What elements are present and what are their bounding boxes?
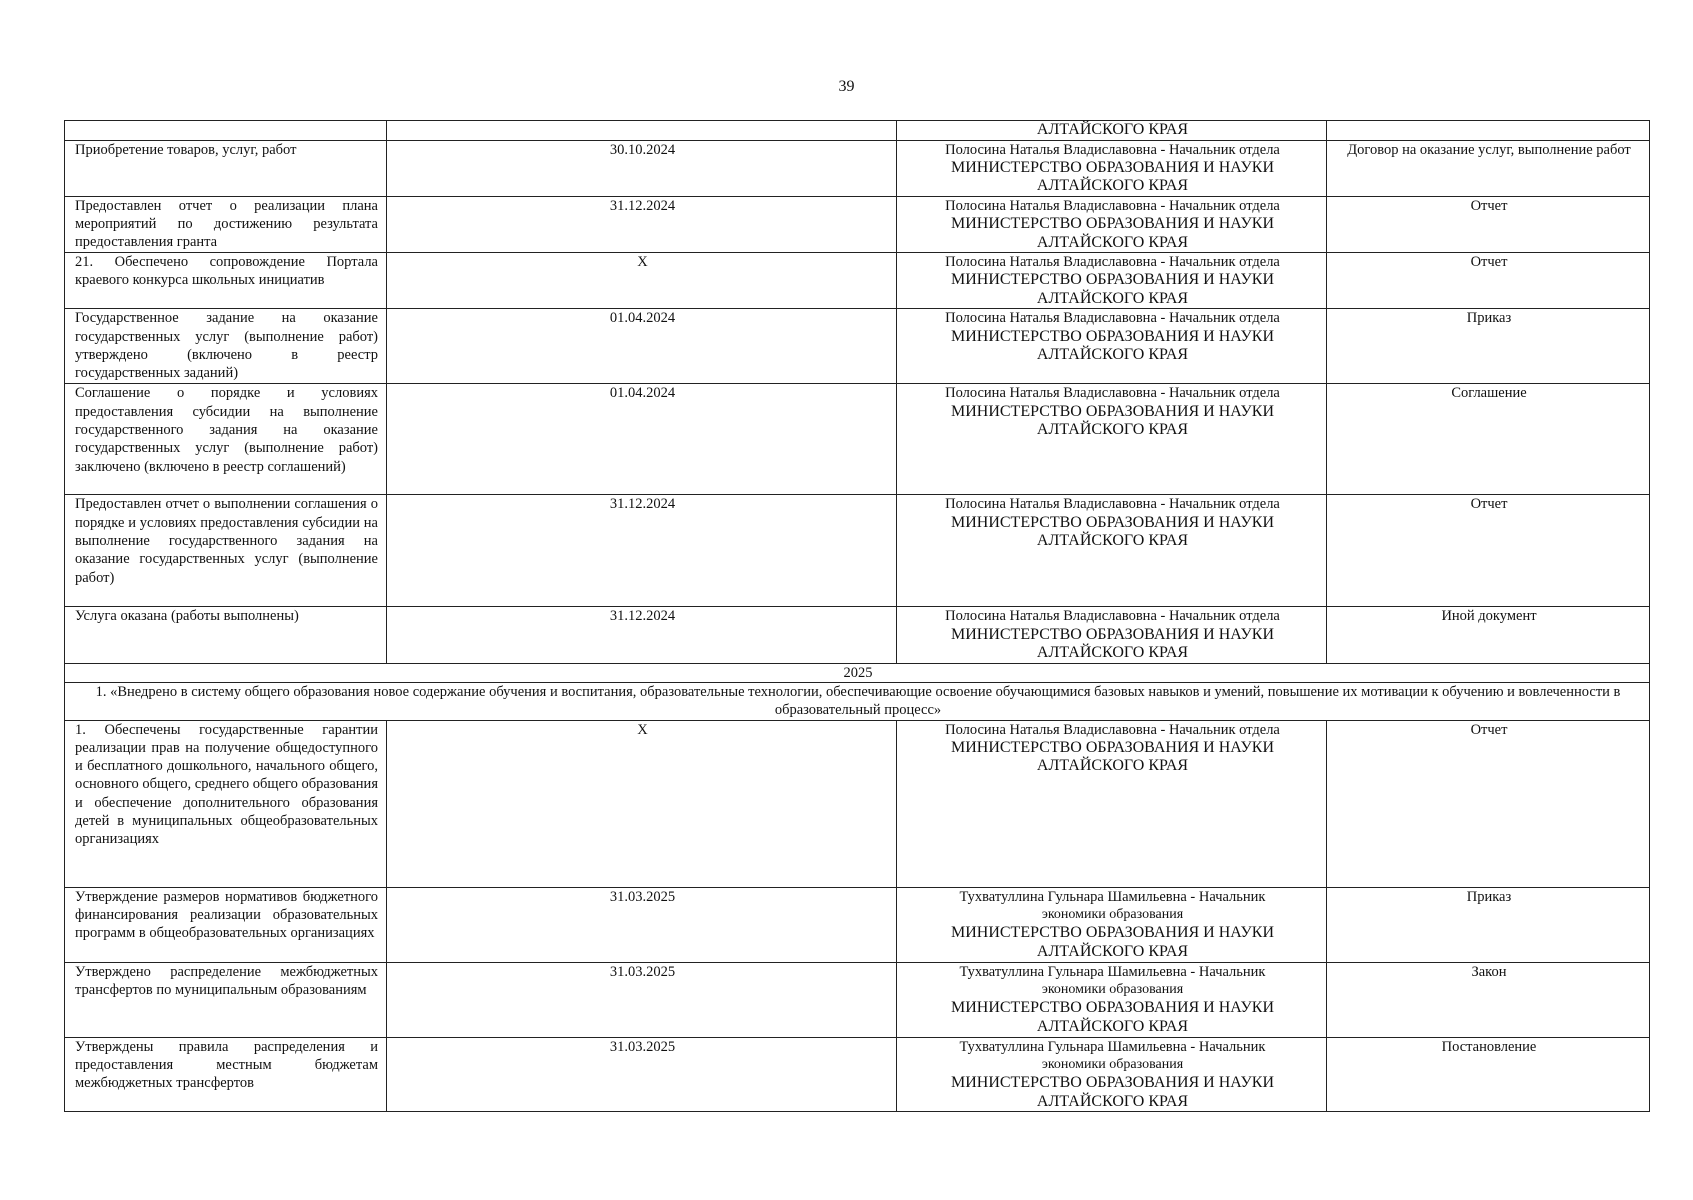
table-row [65, 887, 1650, 962]
year-label: 2025 [65, 663, 1650, 682]
event-cell: 1. Обеспечены государственные гарантии реализации прав на получение общедоступного и бесплатного дошкольного, начального общего, основного общего, среднего общего образования и обеспечение дополнительного образования детей в муниципальных общеобразовательных организациях [65, 720, 387, 887]
responsible-org-region: АЛТАЙСКОГО КРАЯ [1036, 532, 1189, 550]
responsible-cell [897, 196, 1327, 252]
responsible-cell [897, 887, 1327, 962]
date-cell: X [387, 253, 897, 309]
table-row [65, 196, 1650, 252]
event-cell: Утверждение размеров нормативов бюджетного финансирования реализации образовательных программ в общеобразовательных организациях [65, 887, 387, 962]
goal-row [65, 682, 1650, 720]
responsible-org: МИНИСТЕРСТВО ОБРАЗОВАНИЯ И НАУКИ [950, 158, 1274, 176]
date-cell: 31.03.2025 [387, 1037, 897, 1112]
document-type-cell: Отчет [1327, 495, 1650, 607]
document-type-cell: Договор на оказание услуг, выполнение работ [1327, 140, 1650, 196]
responsible-department: экономики образования [1041, 1056, 1184, 1072]
table-row [65, 962, 1650, 1037]
event-cell: Услуга оказана (работы выполнены) [65, 607, 387, 663]
responsible-org-region: АЛТАЙСКОГО КРАЯ [1036, 942, 1189, 960]
table-row [65, 720, 1650, 887]
responsible-org-region: АЛТАЙСКОГО КРАЯ [1036, 346, 1189, 364]
responsible-org-region: АЛТАЙСКОГО КРАЯ [1036, 1092, 1189, 1110]
date-cell: 01.04.2024 [387, 309, 897, 384]
date-cell: 31.12.2024 [387, 495, 897, 607]
responsible-org: МИНИСТЕРСТВО ОБРАЗОВАНИЯ И НАУКИ [950, 738, 1274, 756]
event-cell: Соглашение о порядке и условиях предоставления субсидии на выполнение государственного задания на оказание государственных услуг (выполнение работ) заключено (включено в реестр соглашений) [65, 384, 387, 495]
responsible-cell [897, 309, 1327, 384]
responsible-cell [897, 140, 1327, 196]
responsible-person: Тухватуллина Гульнара Шамильевна - Начальник [959, 888, 1266, 905]
event-cell: 21. Обеспечено сопровождение Портала краевого конкурса школьных инициатив [65, 253, 387, 309]
table-row [65, 384, 1650, 495]
responsible-person: Полосина Наталья Владиславовна - Начальник отдела [945, 254, 1280, 271]
event-cell: Приобретение товаров, услуг, работ [65, 140, 387, 196]
table-row [65, 253, 1650, 309]
responsible-person: Полосина Наталья Владиславовна - Начальник отдела [945, 496, 1280, 513]
document-type-cell: Отчет [1327, 253, 1650, 309]
table-row-continuation [65, 121, 1650, 141]
responsible-org: МИНИСТЕРСТВО ОБРАЗОВАНИЯ И НАУКИ [950, 215, 1274, 233]
responsible-org: МИНИСТЕРСТВО ОБРАЗОВАНИЯ И НАУКИ [950, 513, 1274, 531]
table-row [65, 309, 1650, 384]
date-cell: 30.10.2024 [387, 140, 897, 196]
responsible-cell [897, 253, 1327, 309]
document-type-cell: Соглашение [1327, 384, 1650, 495]
date-cell: X [387, 720, 897, 887]
event-cell: Предоставлен отчет о выполнении соглашения о порядке и условиях предоставления субсидии на выполнение государственного задания на оказание государственных услуг (выполнение работ) [65, 495, 387, 607]
responsible-org-region: АЛТАЙСКОГО КРАЯ [1036, 757, 1189, 775]
responsible-person: Полосина Наталья Владиславовна - Начальник отдела [945, 141, 1280, 158]
responsible-person: Тухватуллина Гульнара Шамильевна - Начальник [959, 963, 1266, 980]
responsible-org: МИНИСТЕРСТВО ОБРАЗОВАНИЯ И НАУКИ [950, 327, 1274, 345]
responsible-org-region: АЛТАЙСКОГО КРАЯ [1036, 421, 1189, 439]
responsible-org-region: АЛТАЙСКОГО КРАЯ [1036, 1017, 1189, 1035]
table-row [65, 495, 1650, 607]
responsible-cell [897, 962, 1327, 1037]
responsible-person: Тухватуллина Гульнара Шамильевна - Начальник [959, 1038, 1266, 1055]
year-row [65, 663, 1650, 682]
responsible-person: Полосина Наталья Владиславовна - Начальник отдела [945, 197, 1280, 214]
plan-table [64, 120, 1650, 1112]
responsible-person: Полосина Наталья Владиславовна - Начальник отдела [945, 721, 1280, 738]
responsible-cell [897, 384, 1327, 495]
responsible-person: Полосина Наталья Владиславовна - Начальник отдела [945, 608, 1280, 625]
date-cell: 31.12.2024 [387, 607, 897, 663]
responsible-cell [897, 720, 1327, 887]
responsible-org: МИНИСТЕРСТВО ОБРАЗОВАНИЯ И НАУКИ [950, 402, 1274, 420]
responsible-org-region: АЛТАЙСКОГО КРАЯ [1036, 177, 1189, 195]
document-type-cell: Отчет [1327, 196, 1650, 252]
responsible-cell [897, 495, 1327, 607]
table-row [65, 140, 1650, 196]
responsible-org: МИНИСТЕРСТВО ОБРАЗОВАНИЯ И НАУКИ [950, 924, 1274, 942]
responsible-cell [897, 607, 1327, 663]
responsible-department: экономики образования [1041, 981, 1184, 997]
date-cell: 31.03.2025 [387, 962, 897, 1037]
event-cell: Утверждено распределение межбюджетных трансфертов по муниципальным образованиям [65, 962, 387, 1037]
document-type-cell: Закон [1327, 962, 1650, 1037]
document-type-cell: Постановление [1327, 1037, 1650, 1112]
responsible-org: МИНИСТЕРСТВО ОБРАЗОВАНИЯ И НАУКИ [950, 271, 1274, 289]
responsible-department: экономики образования [1041, 906, 1184, 922]
table-row [65, 607, 1650, 663]
responsible-org-tail: АЛТАЙСКОГО КРАЯ [1036, 121, 1189, 138]
responsible-org: МИНИСТЕРСТВО ОБРАЗОВАНИЯ И НАУКИ [950, 625, 1274, 643]
responsible-org: МИНИСТЕРСТВО ОБРАЗОВАНИЯ И НАУКИ [950, 999, 1274, 1017]
document-type-cell: Отчет [1327, 720, 1650, 887]
responsible-org-region: АЛТАЙСКОГО КРАЯ [1036, 289, 1189, 307]
page-number: 39 [838, 78, 855, 95]
date-cell: 31.03.2025 [387, 887, 897, 962]
goal-text: 1. «Внедрено в систему общего образования новое содержание обучения и воспитания, образовательные технологии, обеспечивающие освоение обучающимися базовых навыков и умений, повышение их мотивации к обучению и вовлеченности в образовательный процесс» [65, 682, 1650, 720]
responsible-person: Полосина Наталья Владиславовна - Начальник отдела [945, 310, 1280, 327]
responsible-person: Полосина Наталья Владиславовна - Начальник отдела [945, 385, 1280, 402]
table-row [65, 1037, 1650, 1112]
document-type-cell: Приказ [1327, 309, 1650, 384]
document-type-cell: Приказ [1327, 887, 1650, 962]
event-cell: Государственное задание на оказание государственных услуг (выполнение работ) утверждено (включено в реестр государственных заданий) [65, 309, 387, 384]
event-cell: Утверждены правила распределения и предоставления местным бюджетам межбюджетных трансфертов [65, 1037, 387, 1112]
date-cell: 31.12.2024 [387, 196, 897, 252]
date-cell: 01.04.2024 [387, 384, 897, 495]
responsible-org: МИНИСТЕРСТВО ОБРАЗОВАНИЯ И НАУКИ [950, 1074, 1274, 1092]
responsible-org-region: АЛТАЙСКОГО КРАЯ [1036, 644, 1189, 662]
document-type-cell: Иной документ [1327, 607, 1650, 663]
responsible-org-region: АЛТАЙСКОГО КРАЯ [1036, 233, 1189, 251]
responsible-cell [897, 1037, 1327, 1112]
event-cell: Предоставлен отчет о реализации плана мероприятий по достижению результата предоставления гранта [65, 196, 387, 252]
